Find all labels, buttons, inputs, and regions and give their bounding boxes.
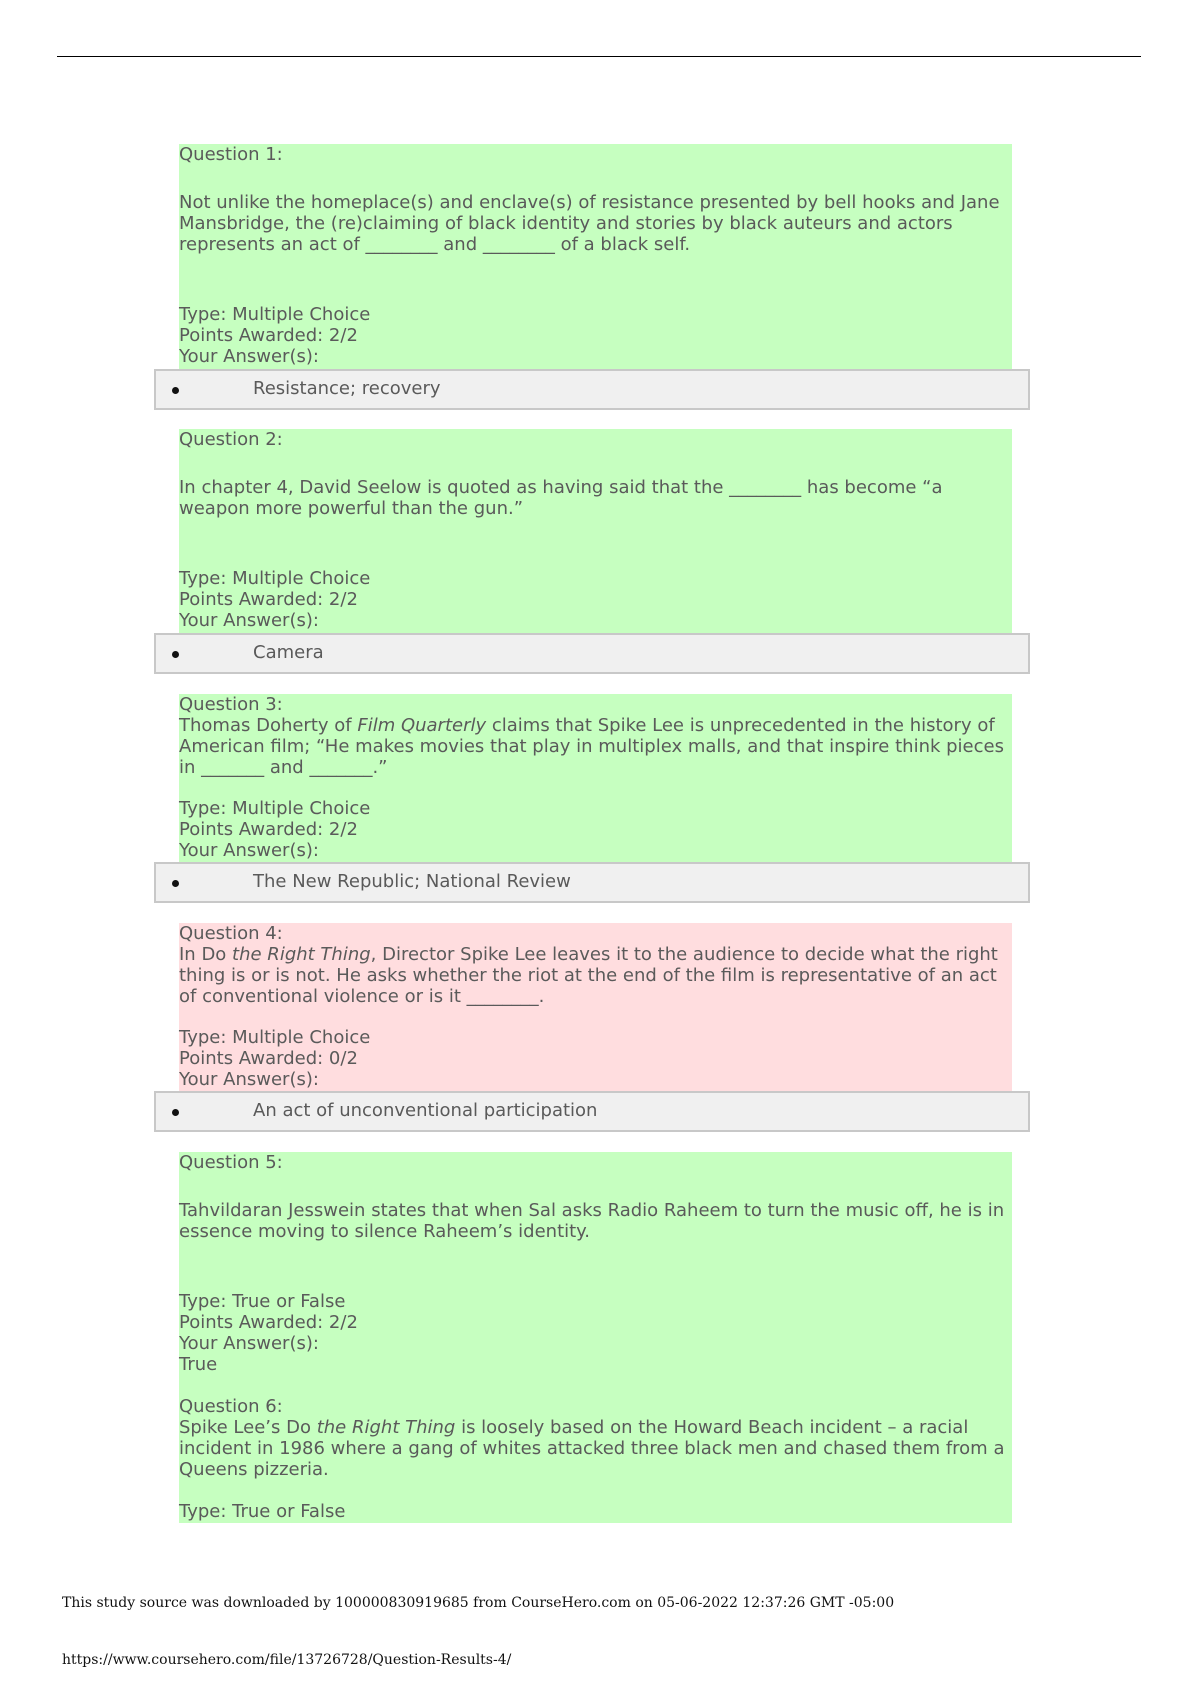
question-1-type: Type: Multiple Choice — [179, 304, 371, 325]
question-4-type: Type: Multiple Choice — [179, 1027, 371, 1048]
question-3-answer — [154, 862, 1030, 903]
question-3-answer-text: The New Republic; National Review — [253, 871, 571, 892]
question-1-label: Question 1: — [179, 144, 283, 165]
question-5-type: Type: True or False — [179, 1291, 346, 1312]
question-2-block — [179, 429, 1012, 635]
question-3-type: Type: Multiple Choice — [179, 798, 371, 819]
question-4-block — [179, 923, 1012, 1093]
question-5-label: Question 5: — [179, 1152, 283, 1173]
question-4-text-italic: the Right Thing — [232, 944, 371, 965]
question-4-answer-label: Your Answer(s): — [179, 1069, 319, 1090]
question-2-points: Points Awarded: 2/2 — [179, 589, 358, 610]
question-3-text-italic: Film Quarterly — [357, 715, 487, 736]
question-1-answer-text: Resistance; recovery — [253, 378, 441, 399]
question-3-answer-label: Your Answer(s): — [179, 840, 319, 861]
question-5-6-block — [179, 1152, 1012, 1523]
question-2-answer-label: Your Answer(s): — [179, 610, 319, 631]
question-2-type: Type: Multiple Choice — [179, 568, 371, 589]
question-5-text: Tahvildaran Jesswein states that when Sal asks Radio Raheem to turn the music off, he is in essence moving to silence Raheem’s identity. — [179, 1200, 1005, 1242]
question-3-text-post: claims that Spike Lee is unprecedented in the history of American film; “He makes movies that play in multiplex malls, and that inspire think pieces in _______ and _______.” — [179, 715, 1004, 778]
question-6-type: Type: True or False — [179, 1501, 346, 1522]
question-2-answer-text: Camera — [253, 642, 324, 663]
download-notice: This study source was downloaded by 100000830919685 from CourseHero.com on 05-06-2022 12:37:26 GMT -05:00 — [62, 1595, 895, 1611]
question-5-points: Points Awarded: 2/2 — [179, 1312, 358, 1333]
question-1-answer-label: Your Answer(s): — [179, 346, 319, 367]
top-divider — [57, 56, 1141, 57]
question-4-answer-text: An act of unconventional participation — [253, 1100, 598, 1121]
question-4-text-post: , Director Spike Lee leaves it to the audience to decide what the right thing is or is not. He asks whether the riot at the end of the film is representative of an act of conventional violence or is it ________. — [179, 944, 998, 1007]
question-1-answer — [154, 369, 1030, 410]
question-3-text-pre: Thomas Doherty of — [179, 715, 358, 736]
question-3-block — [179, 694, 1012, 864]
question-5-answer-text: True — [179, 1354, 218, 1375]
question-4-text — [179, 944, 1012, 1007]
question-6-text — [179, 1417, 1012, 1480]
question-1-text: Not unlike the homeplace(s) and enclave(s) of resistance presented by bell hooks and Jane Mansbridge, the (re)claiming of black identity and stories by black auteurs and actors represents an act of ________ and ________ of a black self. — [179, 192, 1000, 255]
question-1-block — [179, 144, 1012, 370]
bullet-icon — [172, 651, 179, 658]
question-2-label: Question 2: — [179, 429, 283, 450]
question-4-text-pre: In Do — [179, 944, 233, 965]
bullet-icon — [172, 1109, 179, 1116]
question-1-points: Points Awarded: 2/2 — [179, 325, 358, 346]
question-4-answer — [154, 1091, 1030, 1132]
question-6-text-pre: Spike Lee’s Do — [179, 1417, 317, 1438]
question-6-text-post: is loosely based on the Howard Beach incident – a racial incident in 1986 where a gang of whites attacked three black men and chased them from a Queens pizzeria. — [179, 1417, 1005, 1480]
bullet-icon — [172, 880, 179, 887]
question-3-points: Points Awarded: 2/2 — [179, 819, 358, 840]
question-3-text — [179, 715, 1012, 778]
question-3-label: Question 3: — [179, 694, 283, 715]
question-6-label: Question 6: — [179, 1396, 283, 1417]
question-5-answer-label: Your Answer(s): — [179, 1333, 319, 1354]
bullet-icon — [172, 387, 179, 394]
question-6-text-italic: the Right Thing — [316, 1417, 456, 1438]
question-2-text: In chapter 4, David Seelow is quoted as having said that the ________ has become “a weapon more powerful than the gun.” — [179, 477, 943, 519]
question-2-answer — [154, 633, 1030, 674]
source-url[interactable]: https://www.coursehero.com/file/13726728/Question-Results-4/ — [62, 1652, 512, 1668]
question-4-label: Question 4: — [179, 923, 283, 944]
question-4-points: Points Awarded: 0/2 — [179, 1048, 358, 1069]
